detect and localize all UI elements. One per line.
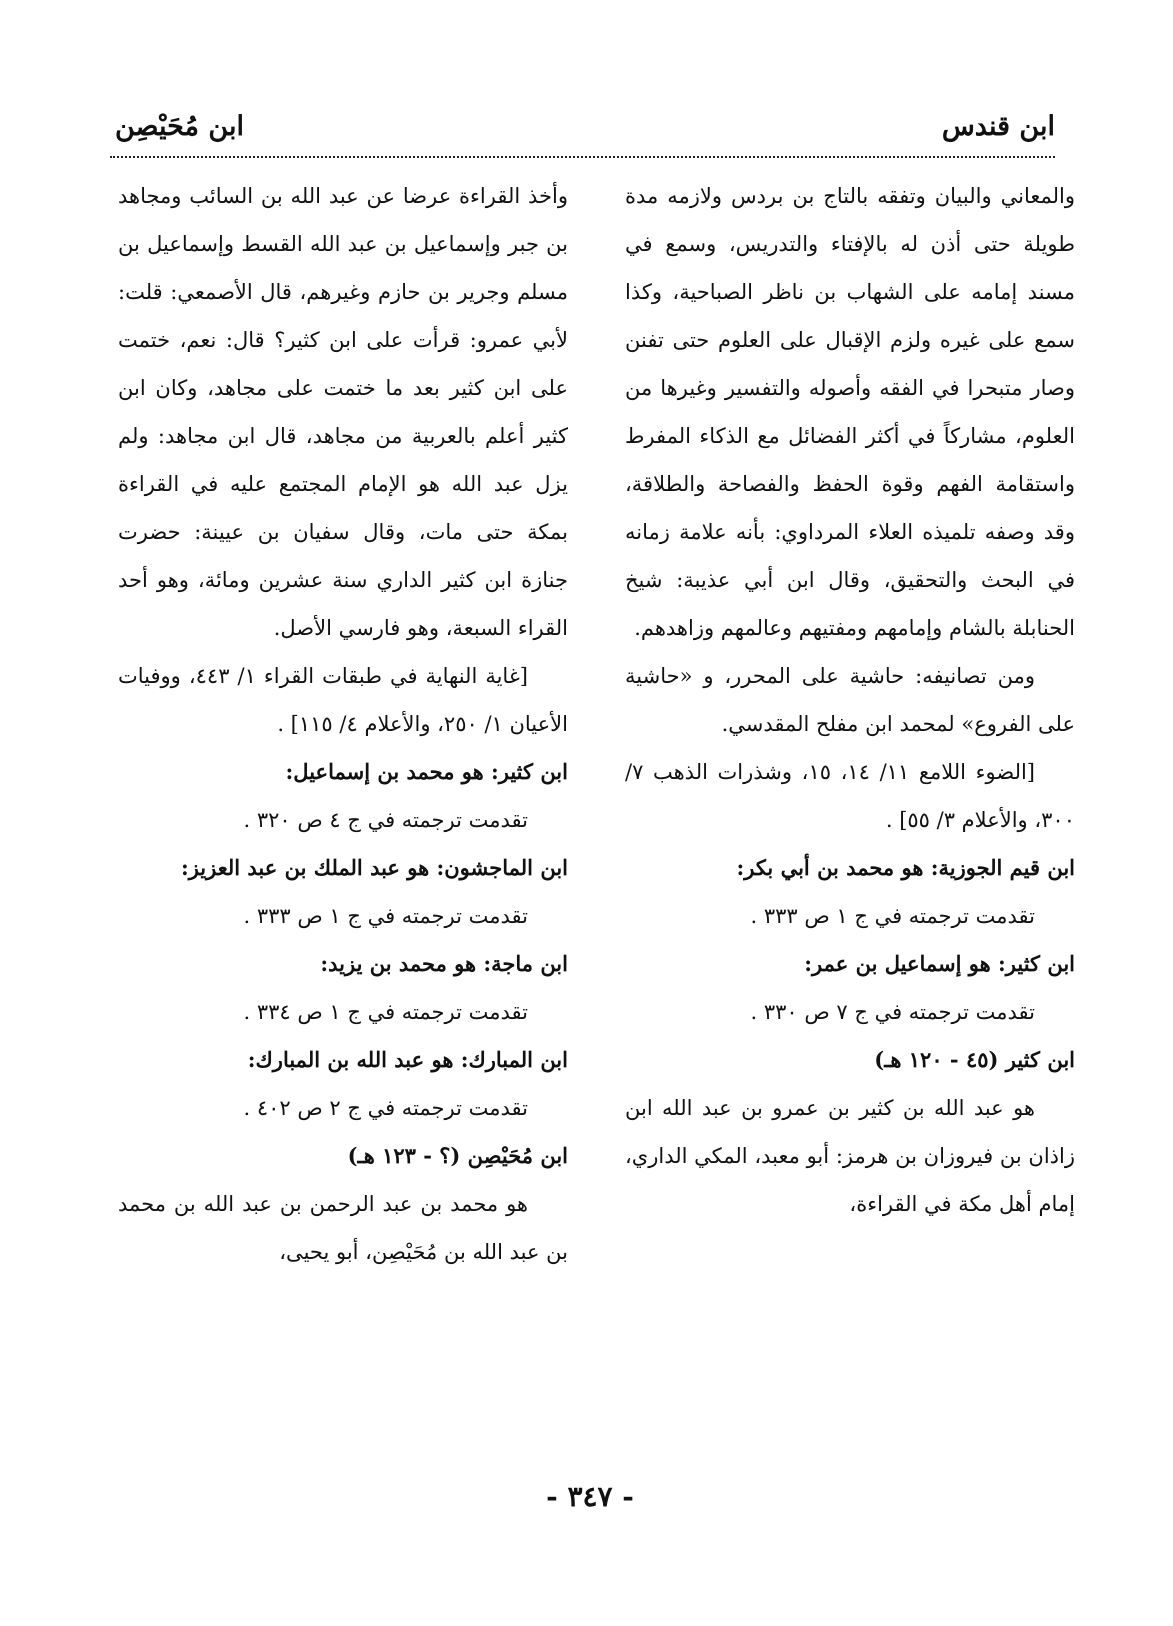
- entry-heading: ابن الماجشون: هو عبد الملك بن عبد العزيز:: [180, 855, 568, 880]
- cross-reference: تقدمت ترجمته في ج ٧ ص ٣٣٠ .: [750, 1000, 1035, 1024]
- header-dotted-rule: [110, 156, 1055, 158]
- right-column: [625, 172, 1075, 1462]
- running-header-left: ابن مُحَيْصِن: [115, 111, 244, 142]
- page-number: - ٣٤٧ -: [546, 1480, 634, 1513]
- paragraph: هو عبد الله بن كثير بن عمرو بن عبد الله ابن زاذان بن فيروزان بن هرمز: أبو معبد، المكي الداري، إمام أهل مكة في القراءة،: [625, 1096, 1075, 1216]
- cross-reference: تقدمت ترجمته في ج ٤ ص ٣٢٠ .: [243, 808, 528, 832]
- running-header-right: ابن قندس: [941, 111, 1055, 142]
- reference-note: [غاية النهاية في طبقات القراء ١/ ٤٤٣، ووفيات الأعيان ١/ ٢٥٠، والأعلام ٤/ ١١٥] .: [118, 664, 568, 736]
- cross-reference: تقدمت ترجمته في ج ١ ص ٣٣٣ .: [243, 904, 528, 928]
- entry-heading: ابن مُحَيْصِن (؟ - ١٢٣ هـ): [347, 1143, 568, 1168]
- entry-heading: ابن ماجة: هو محمد بن يزيد:: [320, 951, 568, 976]
- entry-heading: ابن كثير (٤٥ - ١٢٠ هـ): [874, 1047, 1075, 1072]
- paragraph: ومن تصانيفه: حاشية على المحرر، و «حاشية على الفروع» لمحمد ابن مفلح المقدسي.: [625, 664, 1075, 736]
- reference-note: [الضوء اللامع ١١/ ١٤، ١٥، وشذرات الذهب ٧/ ٣٠٠، والأعلام ٣/ ٥٥] .: [625, 760, 1075, 832]
- entry-heading: ابن كثير: هو محمد بن إسماعيل:: [285, 759, 568, 784]
- cross-reference: تقدمت ترجمته في ج ١ ص ٣٣٤ .: [243, 1000, 528, 1024]
- entry-heading: ابن المبارك: هو عبد الله بن المبارك:: [247, 1047, 568, 1072]
- entry-heading: ابن كثير: هو إسماعيل بن عمر:: [804, 951, 1075, 976]
- paragraph: هو محمد بن عبد الرحمن بن عبد الله بن محمد بن عبد الله بن مُحَيْصِن، أبو يحيى،: [118, 1192, 568, 1264]
- left-column: [118, 172, 568, 1462]
- paragraph: وأخذ القراءة عرضا عن عبد الله بن السائب ومجاهد بن جبر وإسماعيل بن عبد الله القسط وإسماعيل بن مسلم وجرير بن حازم وغيرهم، قال الأصمعي: قلت: لأبي عمرو: قرأت على ابن كثير؟ قال: نعم، ختمت على ابن كثير بعد ما ختمت على مجاهد، وكان ابن كثير أعلم بالعربية من مجاهد، قال ابن مجاهد: ولم يزل عبد الله هو الإمام المجتمع عليه في القراءة بمكة حتى مات، وقال سفيان بن عيينة: حضرت جنازة ابن كثير الداري سنة عشرين ومائة، وهو أحد القراء السبعة، وهو فارسي الأصل.: [118, 184, 568, 640]
- entry-heading: ابن قيم الجوزية: هو محمد بن أبي بكر:: [736, 855, 1075, 880]
- paragraph: والمعاني والبيان وتفقه بالتاج بن بردس ولازمه مدة طويلة حتى أذن له بالإفتاء والتدريس، وسمع في مسند إمامه على الشهاب بن ناظر الصباحية، وكذا سمع على غيره ولزم الإقبال على العلوم حتى تفنن وصار متبحرا في الفقه وأصوله والتفسير وغيرها من العلوم، مشاركاً في أكثر الفضائل مع الذكاء المفرط واستقامة الفهم وقوة الحفظ والفصاحة والطلاقة، وقد وصفه تلميذه العلاء المرداوي: بأنه علامة زمانه في البحث والتحقيق، وقال ابن أبي عذيبة: شيخ الحنابلة بالشام وإمامهم ومفتيهم وعالمهم وزاهدهم.: [625, 184, 1075, 640]
- cross-reference: تقدمت ترجمته في ج ٢ ص ٤٠٢ .: [243, 1096, 528, 1120]
- cross-reference: تقدمت ترجمته في ج ١ ص ٣٣٣ .: [750, 904, 1035, 928]
